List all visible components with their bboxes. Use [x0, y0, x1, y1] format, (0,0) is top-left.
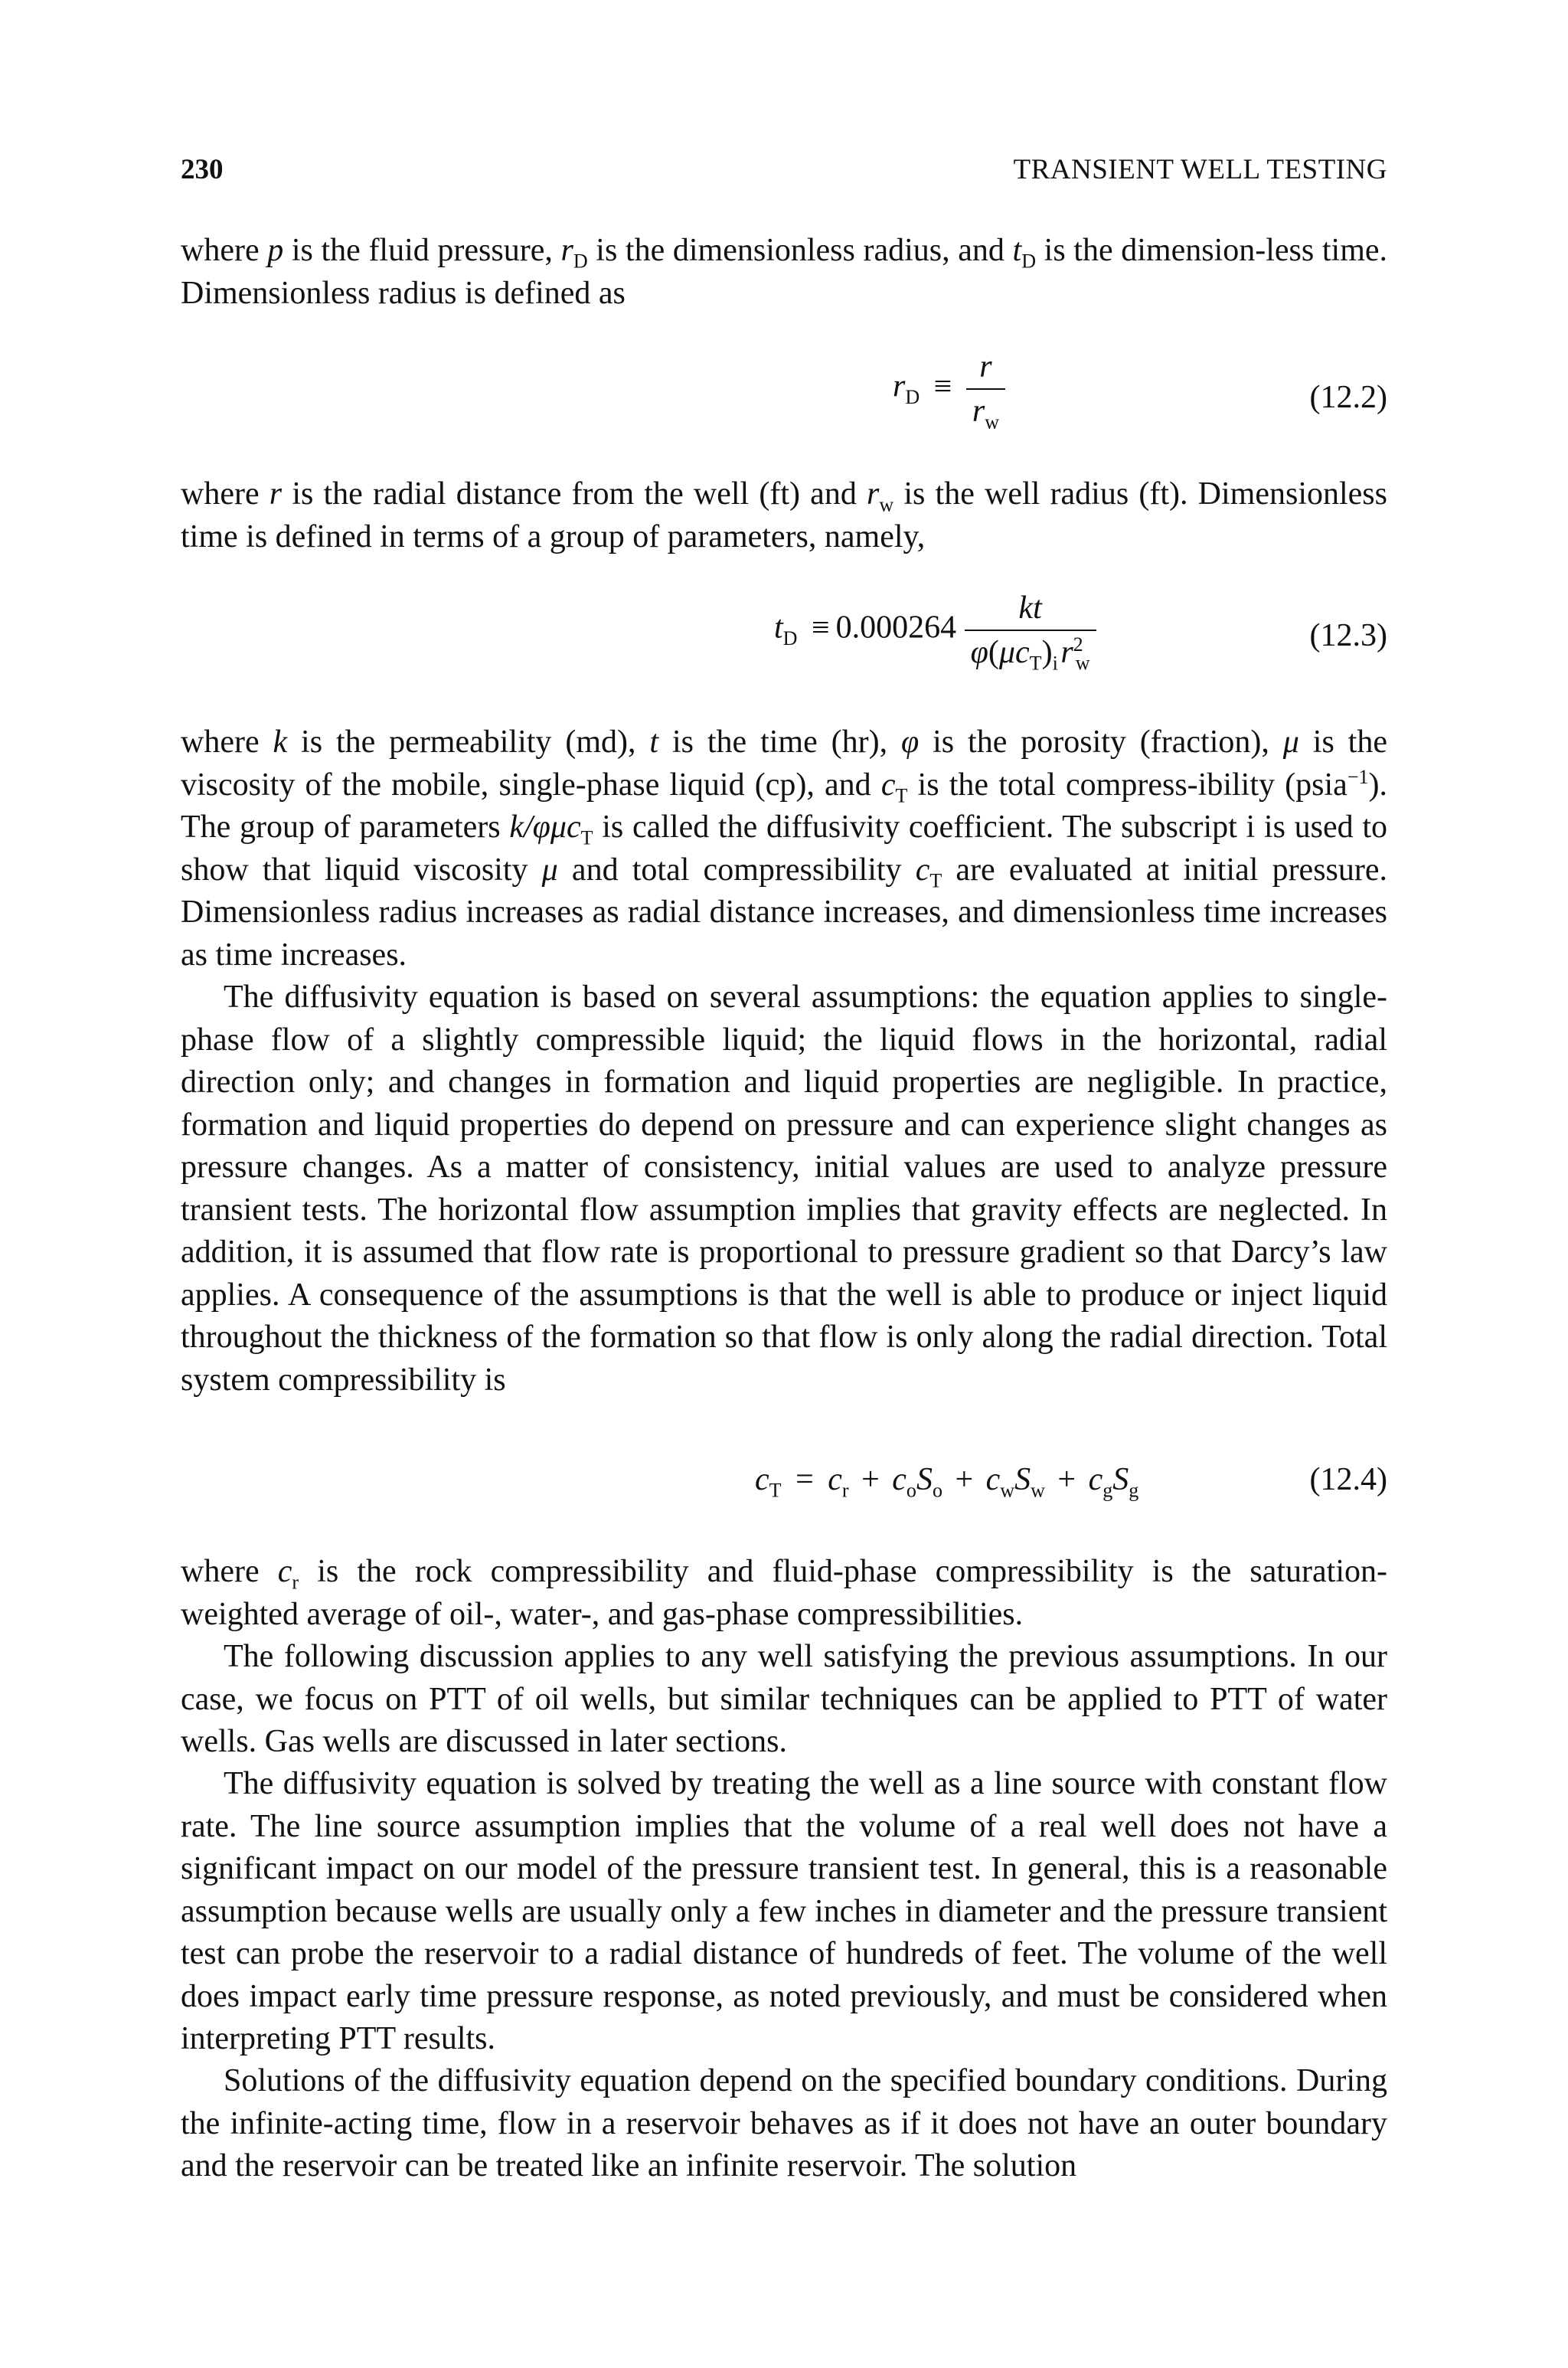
paragraph-4: The diffusivity equation is based on several assumptions: the equation applies to single-phase flow of a slightly compressible liquid; the liquid flows in the horizontal, radial direction only; and changes in formation and liquid properties are negligible. In practice, formation and liquid properties do depend on pressure and can experience slight changes as pressure changes. As a matter of consistency, initial values are used to analyze pressure transient tests. The horizontal flow assumption implies that gravity effects are neglected. In addition, it is assumed that flow rate is proportional to pressure gradient so that Darcy’s law applies. A consequence of the assumptions is that the well is able to produce or inject liquid throughout the thickness of the formation so that flow is only along the radial direction. Total system compressibility is: [181, 980, 1387, 1398]
page-header: [181, 153, 1387, 191]
fraction: $\frac{kt}{\varphi(\mu c_T)_i r^2_w}$: [965, 590, 1096, 671]
paragraph-6: The following discussion applies to any well satisfying the previous assumptions. In our case, we focus on PTT of oil wells, but similar techniques can be applied to PTT of water wells. Gas wells are discussed in later sections.: [181, 1639, 1387, 1759]
paragraph-5: where $c_r$ is the rock compressibility and fluid-phase compressibility is the saturation-weighted average of oil-, water-, and gas-phase compressibilities.: [181, 1554, 1387, 1632]
paragraph-1: where p is the fluid pressure, $r_D$ is the dimensionless radius, and $t_D$ is the dimension-less time. Dimensionless radius is defined as: [181, 233, 1388, 311]
equation-number: (12.2): [1309, 380, 1387, 415]
equation-12-2: $r_D$ ≡ $\frac{r}{r_w}$ (12.2): [893, 349, 1387, 433]
equation-number: (12.3): [1309, 618, 1387, 653]
equation-12-3: $t_D \equiv 0.000264$ $\frac{kt}{\varphi(\mu c_T)_i r^2_w}$ (12.3): [774, 590, 1387, 675]
paragraph-3: where k is the permeability (md), t is the time (hr), φ is the porosity (fraction), μ is the viscosity of the mobile, single-phase liquid (cp), and $c_T$ is the total compress-ibility (psia$^{-1}$). The group of parameters k/φμc$_T$ is called the diffusivity coefficient. The subscript i is used to show that liquid viscosity μ and total compressibility $c_T$ are evaluated at initial pressure. Dimensionless radius increases as radial distance increases, and dimensionless time increases as time increases.: [181, 724, 1388, 973]
running-title: TRANSIENT WELL TESTING: [1013, 154, 1387, 185]
equation-12-4: $c_T = c_r + c_oS_o + c_wS_w + c_gS_g$ (12.4): [755, 1462, 1387, 1502]
equation-number: (12.4): [1309, 1462, 1387, 1497]
paragraph-8: Solutions of the diffusivity equation depend on the specified boundary conditions. During the infinite-acting time, flow in a reservoir behaves as if it does not have an outer boundary and the reservoir can be treated like an infinite reservoir. The solution: [181, 2063, 1387, 2183]
paragraph-2: where r is the radial distance from the well (ft) and $r_w$ is the well radius (ft). Dimensionless time is defined in terms of a group of parameters, namely,: [181, 476, 1387, 554]
fraction: $\frac{r}{r_w}$: [966, 348, 1005, 430]
paragraph-7: The diffusivity equation is solved by treating the well as a line source with constant flow rate. The line source assumption implies that the volume of a real well does not have a significant impact on our model of the pressure transient test. In general, this is a reasonable assumption because wells are usually only a few inches in diameter and the pressure transient test can probe the reservoir to a radial distance of hundreds of feet. The volume of the well does impact early time pressure response, as noted previously, and must be considered when interpreting PTT results.: [181, 1766, 1387, 2056]
page-number: 230: [181, 154, 224, 185]
